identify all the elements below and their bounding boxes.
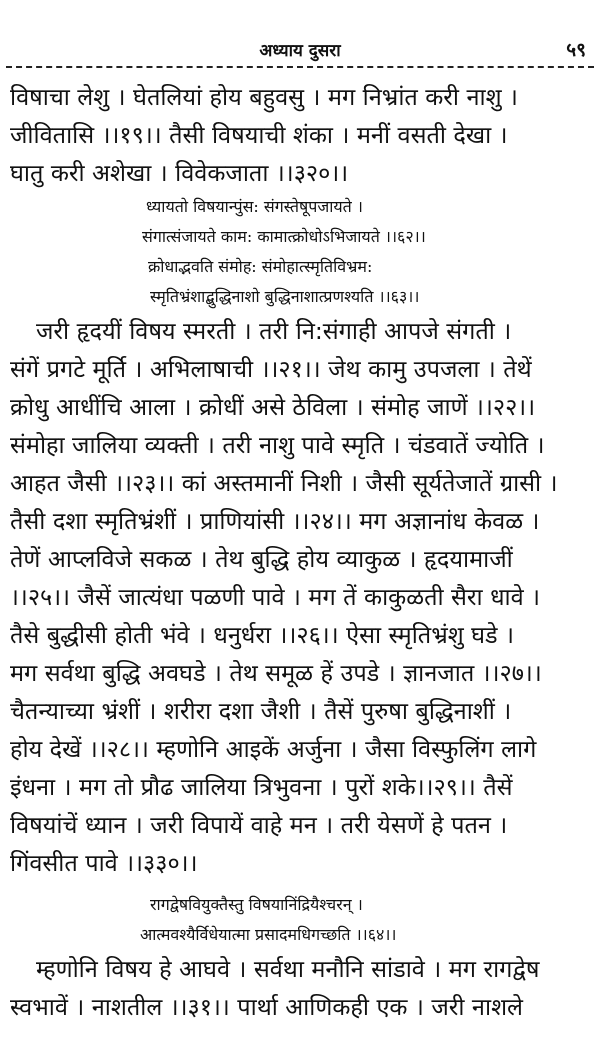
- sanskrit-verse-line: स्मृतिभ्रंशाद्बुद्धिनाशो बुद्धिनाशात्प्रणश्यति ।।६३।।: [150, 287, 420, 306]
- text-line: ।।२५।। जैसें जात्यंधा पळणी पावे । मग तें काकुळती सैरा धावे ।: [10, 583, 541, 611]
- page-number: ५९: [566, 39, 586, 61]
- text-line: मग सर्वथा बुद्धि अवघडे । तेथ समूळ हें उपडे । ज्ञानजात ।।२७।।: [10, 659, 542, 687]
- sanskrit-verse-line: रागद्वेषवियुक्तैस्तु विषयानिंद्रियैश्चरन् ।: [150, 895, 363, 914]
- text-line: तेणें आप्लविजे सकळ । तेथ बुद्धि होय व्याकुळ । हृदयामाजीं: [10, 545, 513, 573]
- text-line: तैसी दशा स्मृतिभ्रंशीं । प्राणियांसी ।।२४।। मग अज्ञानांध केवळ ।: [10, 507, 540, 535]
- sanskrit-verse-line: संगात्संजायते काम: कामात्क्रोधोऽभिजायते ।।६२।।: [142, 227, 426, 246]
- header-divider: [6, 66, 594, 68]
- chapter-title: अध्याय दुसरा: [259, 41, 341, 61]
- text-line: आहत जैसी ।।२३।। कां अस्तमानीं निशी । जैसी सूर्यतेजातें ग्रासी ।: [10, 469, 558, 497]
- text-line: चैतन्याच्या भ्रंशीं । शरीरा दशा जैशी । तैसें पुरुषा बुद्धिनाशीं ।: [10, 697, 512, 725]
- text-line: संमोहा जालिया व्यक्ती । तरी नाशु पावे स्मृति । चंडवातें ज्योति ।: [10, 431, 545, 459]
- text-line: इंधना । मग तो प्रौढ जालिया त्रिभुवना । पुरों शके।।२९।। तैसें: [10, 773, 513, 801]
- text-line: होय देखें ।।२८।। म्हणोनि आइकें अर्जुना । जैसा विस्फुलिंग लागे: [10, 735, 537, 763]
- text-line: जरी हृदयीं विषय स्मरती । तरी नि:संगाही आपजे संगती ।: [36, 317, 512, 345]
- text-line: गिंवसीत पावे ।।३३०।।: [10, 849, 198, 877]
- text-line: स्वभावें । नाशतील ।।३१।। पार्था आणिकही एक । जरी नाशले: [10, 993, 523, 1021]
- spacer: [0, 882, 600, 890]
- text-line: संगें प्रगटे मूर्ति । अभिलाषाची ।।२१।। जेथ कामु उपजला । तेथें: [10, 355, 532, 383]
- sanskrit-verse-line: क्रोधाद्भवति संमोह: संमोहात्स्मृतिविभ्रम:: [148, 257, 373, 276]
- text-line: विषाचा लेशु । घेतलियां होय बहुवसु । मग निभ्रांत करी नाशु ।: [10, 83, 518, 111]
- sanskrit-verse-line: आत्मवश्यैर्विधेयात्मा प्रसादमधिगच्छति ।।६४।।: [140, 925, 397, 944]
- sanskrit-verse-line: ध्यायतो विषयान्पुंस: संगस्तेषूपजायते ।: [146, 197, 363, 216]
- text-line: म्हणोनि विषय हे आघवे । सर्वथा मनौनि सांडावे । मग रागद्वेष: [36, 955, 540, 983]
- text-line: क्रोधु आधींचि आला । क्रोधीं असे ठेविला । संमोह जाणें ।।२२।।: [10, 393, 536, 421]
- text-line: तैसे बुद्धीसी होती भंवे । धनुर्धरा ।।२६।। ऐसा स्मृतिभ्रंशु घडे ।: [10, 621, 514, 649]
- text-line: घातु करी अशेखा । विवेकजाता ।।३२०।।: [10, 159, 349, 187]
- text-line: जीवितासि ।।१९।। तैसी विषयाची शंका । मनीं वसती देखा ।: [10, 121, 508, 149]
- page-header: [0, 34, 600, 64]
- text-line: विषयांचें ध्यान । जरी विपायें वाहे मन । तरी येसणें हे पतन ।: [10, 811, 508, 839]
- page-body: [0, 78, 600, 1026]
